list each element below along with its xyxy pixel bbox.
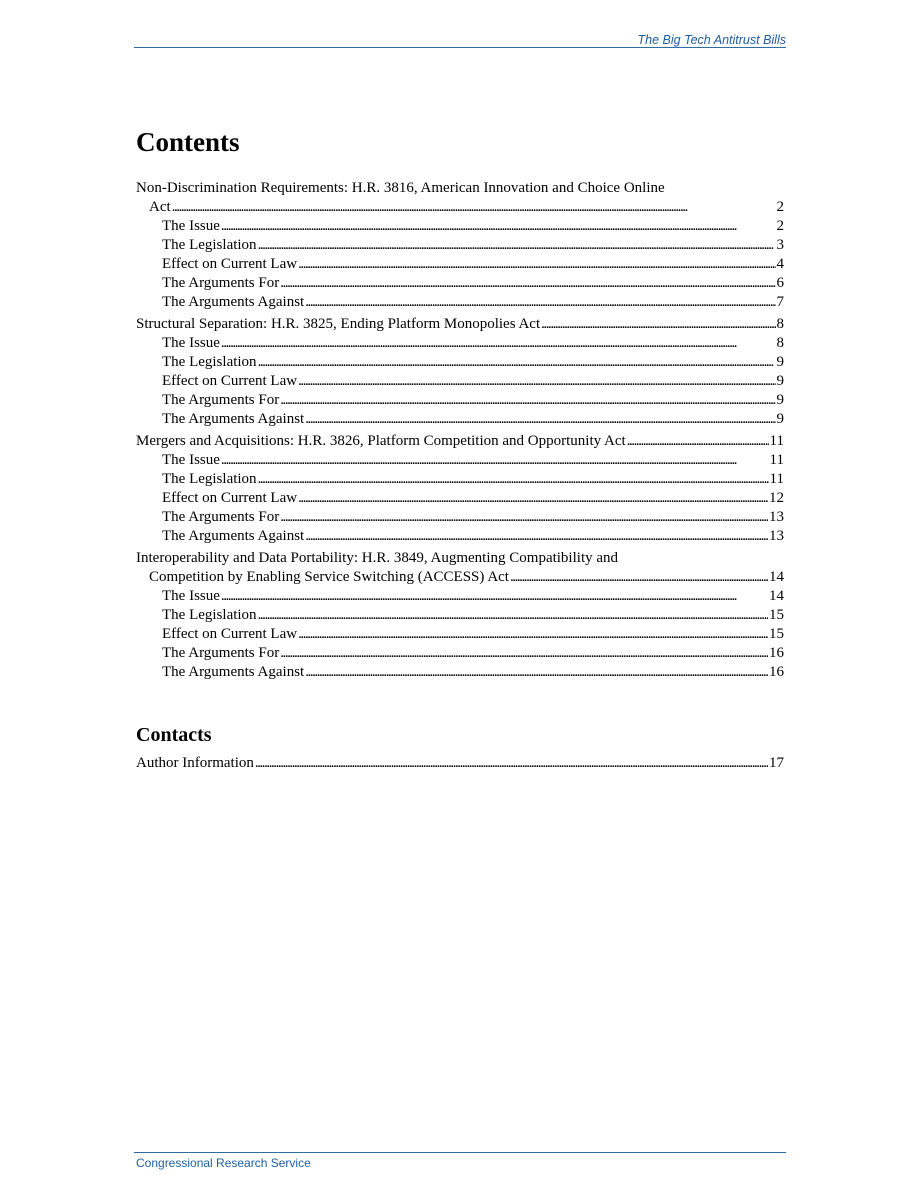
contacts-section [136, 722, 784, 773]
page-number: 11 [769, 433, 784, 449]
page-number: 4 [776, 256, 784, 272]
toc-subentry[interactable]: The Arguments Against . . . 7 [136, 293, 784, 312]
toc-subentry[interactable]: The Arguments For . . . 6 [136, 274, 784, 293]
page-number: 9 [776, 392, 784, 408]
dot-leader [258, 236, 776, 255]
toc-subentry[interactable]: Effect on Current Law . . . 4 [136, 255, 784, 274]
page-number: 15 [769, 607, 784, 623]
page-number: 14 [769, 588, 784, 604]
toc-subentry[interactable]: The Arguments For . . . 9 [136, 391, 784, 410]
toc-subentry[interactable]: Effect on Current Law . . . 12 [136, 489, 784, 508]
dot-leader [510, 568, 768, 587]
toc-section [136, 432, 784, 546]
toc-section-title-line2: Act . . . 2 [136, 198, 784, 217]
dot-leader [280, 508, 768, 527]
page-number: 6 [776, 275, 784, 291]
toc-subentry[interactable]: The Issue . . . 8 [136, 334, 784, 353]
dot-leader [298, 489, 768, 508]
toc-subentry[interactable]: The Arguments Against . . . 9 [136, 410, 784, 429]
dot-leader [258, 470, 769, 489]
toc-subentry[interactable]: The Issue . . . 14 [136, 587, 784, 606]
page-number: 3 [776, 237, 784, 253]
toc-section [136, 549, 784, 682]
page-number: 9 [776, 354, 784, 370]
page-footer [134, 1152, 786, 1170]
page-number: 11 [769, 452, 784, 468]
toc-section-entry[interactable] [136, 179, 784, 217]
toc-subentry[interactable]: The Legislation . . . 3 [136, 236, 784, 255]
toc-section-title-line2: Competition by Enabling Service Switching (ACCESS) Act . . . 14 [136, 568, 784, 587]
page-number: 8 [776, 335, 784, 351]
dot-leader [280, 391, 775, 410]
dot-leader [627, 432, 769, 451]
toc-subentry[interactable]: The Legislation . . . 11 [136, 470, 784, 489]
page-number: 17 [769, 755, 784, 771]
dot-leader [221, 217, 776, 236]
dot-leader [541, 315, 775, 334]
contacts-heading: Contacts [136, 724, 212, 746]
dot-leader [298, 372, 775, 391]
page-number: 13 [769, 509, 784, 525]
toc-subentry[interactable]: The Arguments Against . . . 13 [136, 527, 784, 546]
dot-leader [221, 334, 776, 353]
toc-subentry[interactable]: The Legislation . . . 9 [136, 353, 784, 372]
dot-leader [280, 274, 775, 293]
dot-leader [255, 754, 768, 773]
dot-leader [172, 198, 776, 217]
toc-section-entry[interactable] [136, 549, 784, 587]
toc-subentry[interactable]: Effect on Current Law . . . 15 [136, 625, 784, 644]
toc-subentry[interactable]: Effect on Current Law . . . 9 [136, 372, 784, 391]
page-number: 13 [769, 528, 784, 544]
toc-subentry[interactable]: The Arguments For . . . 16 [136, 644, 784, 663]
dot-leader [258, 606, 768, 625]
page-number: 16 [769, 664, 784, 680]
page-number: 7 [776, 294, 784, 310]
running-title: The Big Tech Antitrust Bills [637, 33, 786, 47]
page-number: 11 [769, 471, 784, 487]
page-number: 14 [769, 569, 784, 585]
page-number: 9 [776, 411, 784, 427]
dot-leader [221, 451, 769, 470]
table-of-contents [136, 124, 784, 773]
page-number: 9 [776, 373, 784, 389]
page-number: 2 [776, 218, 784, 234]
toc-section [136, 315, 784, 429]
footer-organization: Congressional Research Service [136, 1156, 311, 1170]
toc-subentry[interactable]: The Arguments For . . . 13 [136, 508, 784, 527]
dot-leader [305, 527, 768, 546]
toc-section-entry[interactable]: Mergers and Acquisitions: H.R. 3826, Platform Competition and Opportunity Act . . . 11 [136, 432, 784, 451]
toc-subentry[interactable]: The Issue . . . 11 [136, 451, 784, 470]
page-number: 16 [769, 645, 784, 661]
toc-contact-entry[interactable]: Author Information . . . 17 [136, 754, 784, 773]
dot-leader [298, 625, 768, 644]
page-number: 15 [769, 626, 784, 642]
toc-subentry[interactable]: The Legislation . . . 15 [136, 606, 784, 625]
toc-subentry[interactable]: The Issue . . . 2 [136, 217, 784, 236]
dot-leader [258, 353, 776, 372]
dot-leader [305, 663, 768, 682]
page-number: 2 [776, 199, 784, 215]
dot-leader [298, 255, 775, 274]
toc-section-title-line1: Non-Discrimination Requirements: H.R. 3816, American Innovation and Choice Online [136, 180, 665, 196]
toc-section-entry[interactable]: Structural Separation: H.R. 3825, Ending Platform Monopolies Act . . . 8 [136, 315, 784, 334]
toc-subentry[interactable]: The Arguments Against . . . 16 [136, 663, 784, 682]
dot-leader [305, 293, 775, 312]
contents-heading: Contents [136, 127, 240, 157]
page-number: 12 [769, 490, 784, 506]
dot-leader [221, 587, 768, 606]
dot-leader [280, 644, 768, 663]
page-header [134, 33, 786, 48]
toc-section-title-line1: Interoperability and Data Portability: H.R. 3849, Augmenting Compatibility and [136, 550, 619, 566]
toc-section [136, 179, 784, 312]
page-number: 8 [776, 316, 784, 332]
dot-leader [305, 410, 775, 429]
